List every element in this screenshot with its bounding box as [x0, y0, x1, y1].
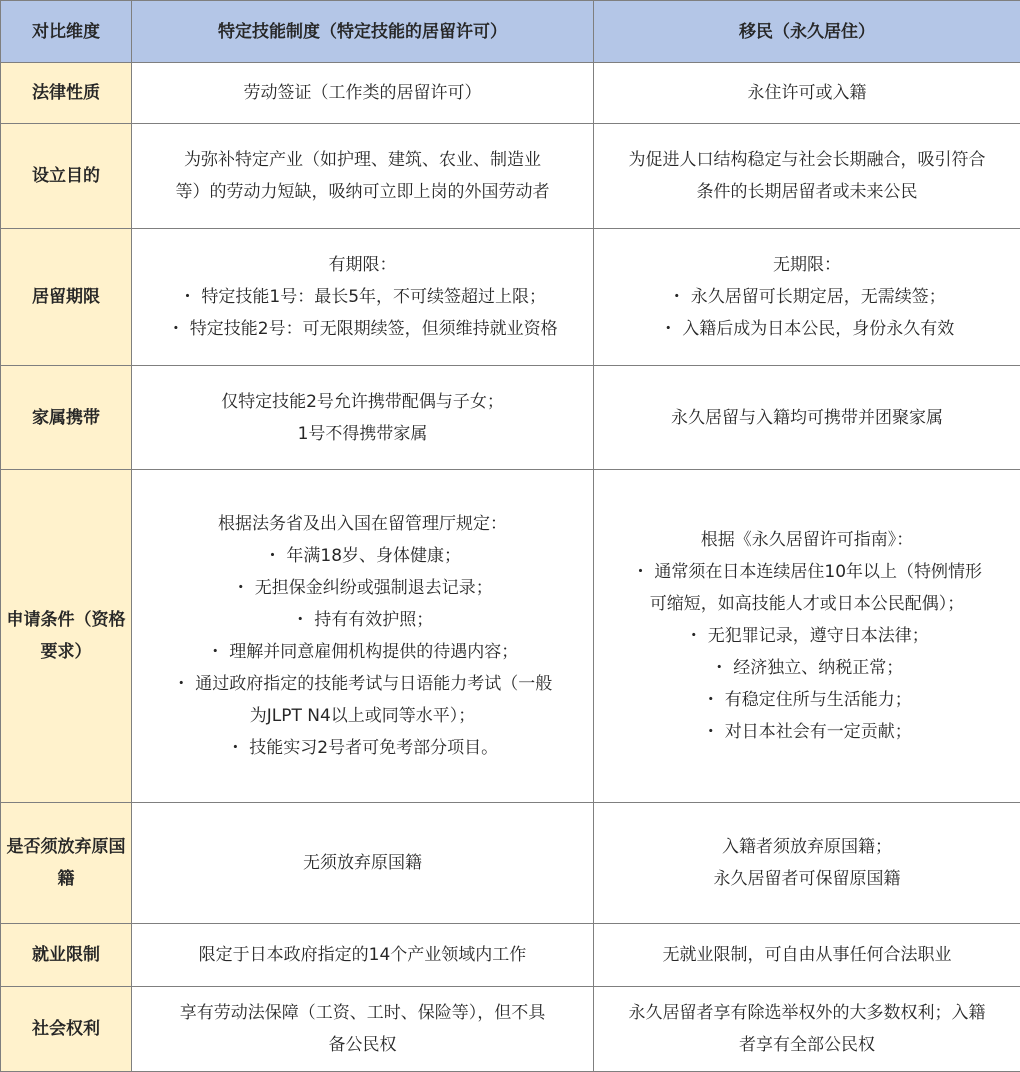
cell-line: 永久居留与入籍均可携带并团聚家属	[598, 402, 1016, 434]
table-row	[1, 470, 1020, 803]
row-label: 法律性质	[1, 63, 132, 124]
row-label: 设立目的	[1, 124, 132, 229]
cell-line: 为促进人口结构稳定与社会长期融合，吸引符合	[598, 144, 1016, 176]
cell-line: 备公民权	[136, 1029, 589, 1061]
cell-line: ・ 经济独立、纳税正常；	[598, 652, 1016, 684]
table-row	[1, 987, 1020, 1072]
cell-line: 入籍者须放弃原国籍；	[598, 831, 1016, 863]
row-label: 是否须放弃原国籍	[1, 803, 132, 924]
header-dimension: 对比维度	[1, 1, 132, 63]
cell-line: ・ 入籍后成为日本公民，身份永久有效	[598, 313, 1016, 345]
header-row	[1, 1, 1020, 63]
cell-line: 无须放弃原国籍	[136, 847, 589, 879]
cell-line: ・ 理解并同意雇佣机构提供的待遇内容；	[136, 636, 589, 668]
cell-line: ・ 对日本社会有一定贡献；	[598, 716, 1016, 748]
cell-line: ・ 年满18岁、身体健康；	[136, 540, 589, 572]
cell-specified-skills	[132, 366, 594, 470]
table-row	[1, 63, 1020, 124]
table-row	[1, 803, 1020, 924]
cell-specified-skills	[132, 63, 594, 124]
cell-immigration	[594, 366, 1020, 470]
table-body	[1, 63, 1020, 1072]
cell-line: 为JLPT N4以上或同等水平）；	[136, 700, 589, 732]
cell-line: 为弥补特定产业（如护理、建筑、农业、制造业	[136, 144, 589, 176]
table-row	[1, 366, 1020, 470]
header-immigration: 移民（永久居住）	[594, 1, 1020, 63]
cell-line: 享有劳动法保障（工资、工时、保险等），但不具	[136, 997, 589, 1029]
cell-specified-skills	[132, 987, 594, 1072]
cell-immigration	[594, 803, 1020, 924]
cell-immigration	[594, 924, 1020, 987]
row-label: 社会权利	[1, 987, 132, 1072]
cell-specified-skills	[132, 124, 594, 229]
cell-line: ・ 通过政府指定的技能考试与日语能力考试（一般	[136, 668, 589, 700]
cell-line: 永久居留者享有除选举权外的大多数权利；入籍	[598, 997, 1016, 1029]
table-row	[1, 229, 1020, 366]
cell-immigration	[594, 229, 1020, 366]
cell-immigration	[594, 987, 1020, 1072]
cell-line: ・ 永久居留可长期定居，无需续签；	[598, 281, 1016, 313]
cell-line: 永久居留者可保留原国籍	[598, 863, 1016, 895]
cell-line: 者享有全部公民权	[598, 1029, 1016, 1061]
cell-immigration	[594, 124, 1020, 229]
table-row	[1, 924, 1020, 987]
cell-line: ・ 无犯罪记录，遵守日本法律；	[598, 620, 1016, 652]
cell-line: 根据法务省及出入国在留管理厅规定：	[136, 508, 589, 540]
cell-line: 无就业限制，可自由从事任何合法职业	[598, 939, 1016, 971]
cell-specified-skills	[132, 470, 594, 803]
cell-line: 等）的劳动力短缺，吸纳可立即上岗的外国劳动者	[136, 176, 589, 208]
cell-line: ・ 持有有效护照；	[136, 604, 589, 636]
cell-line: 可缩短，如高技能人才或日本公民配偶）；	[598, 588, 1016, 620]
cell-line: 仅特定技能2号允许携带配偶与子女；	[136, 386, 589, 418]
cell-line: 限定于日本政府指定的14个产业领域内工作	[136, 939, 589, 971]
cell-immigration	[594, 470, 1020, 803]
cell-line: ・ 特定技能1号：最长5年，不可续签超过上限；	[136, 281, 589, 313]
row-label: 居留期限	[1, 229, 132, 366]
cell-immigration	[594, 63, 1020, 124]
header-specified-skills: 特定技能制度（特定技能的居留许可）	[132, 1, 594, 63]
cell-line: ・ 有稳定住所与生活能力；	[598, 684, 1016, 716]
cell-specified-skills	[132, 924, 594, 987]
cell-line: 条件的长期居留者或未来公民	[598, 176, 1016, 208]
row-label: 家属携带	[1, 366, 132, 470]
cell-specified-skills	[132, 803, 594, 924]
cell-line: 有期限：	[136, 249, 589, 281]
cell-line: ・ 通常须在日本连续居住10年以上（特例情形	[598, 556, 1016, 588]
row-label: 申请条件（资格要求）	[1, 470, 132, 803]
cell-line: 永住许可或入籍	[598, 77, 1016, 109]
cell-line: 1号不得携带家属	[136, 418, 589, 450]
row-label: 就业限制	[1, 924, 132, 987]
cell-line: 无期限：	[598, 249, 1016, 281]
cell-specified-skills	[132, 229, 594, 366]
cell-line: ・ 特定技能2号：可无限期续签，但须维持就业资格	[136, 313, 589, 345]
cell-line: 根据《永久居留许可指南》：	[598, 524, 1016, 556]
cell-line: ・ 技能实习2号者可免考部分项目。	[136, 732, 589, 764]
cell-line: ・ 无担保金纠纷或强制退去记录；	[136, 572, 589, 604]
table-row	[1, 124, 1020, 229]
cell-line: 劳动签证（工作类的居留许可）	[136, 77, 589, 109]
